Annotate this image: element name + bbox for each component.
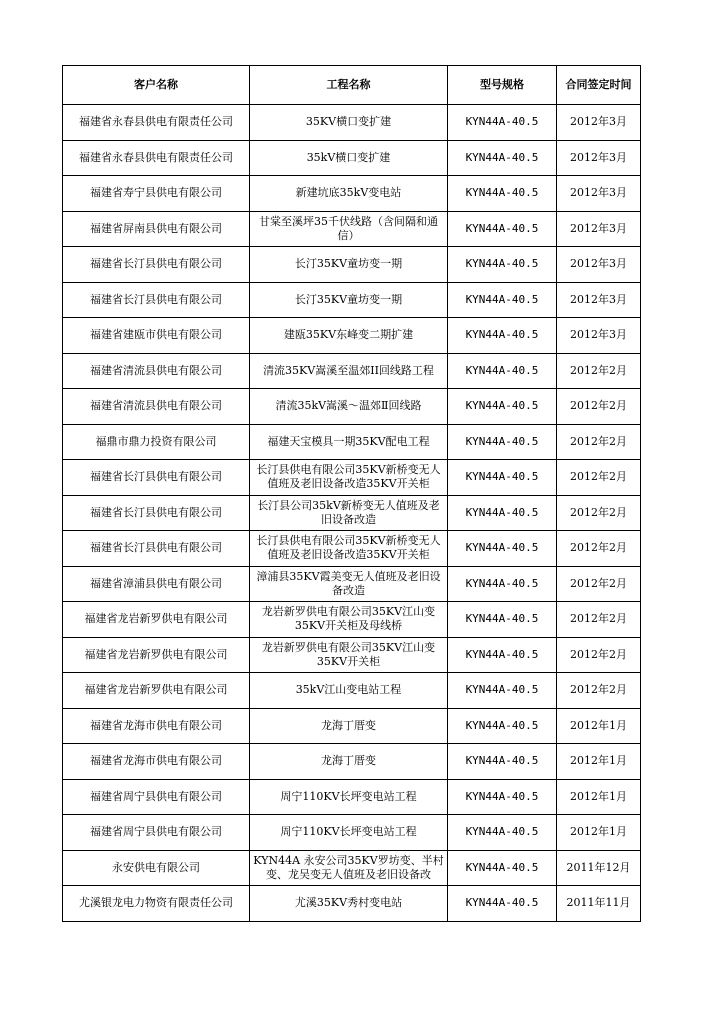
model-cell: KYN44A-40.5 bbox=[448, 495, 557, 531]
project-cell: 清流35KV嵩溪至温郊II回线路工程 bbox=[250, 353, 448, 389]
model-cell: KYN44A-40.5 bbox=[448, 673, 557, 709]
contract-date-cell: 2012年2月 bbox=[557, 637, 641, 673]
model-cell: KYN44A-40.5 bbox=[448, 637, 557, 673]
customer-cell: 福建省清流县供电有限公司 bbox=[63, 389, 250, 425]
customer-cell: 福建省寿宁县供电有限公司 bbox=[63, 176, 250, 212]
project-cell: 龙岩新罗供电有限公司35KV江山变35KV开关柜 bbox=[250, 637, 448, 673]
contract-date-cell: 2012年3月 bbox=[557, 318, 641, 354]
project-cell: 35kV横口变扩建 bbox=[250, 140, 448, 176]
project-cell: 龙海丁厝变 bbox=[250, 708, 448, 744]
contract-date-cell: 2012年2月 bbox=[557, 460, 641, 496]
project-cell: 龙岩新罗供电有限公司35KV江山变35KV开关柜及母线桥 bbox=[250, 602, 448, 638]
project-cell: 长汀35KV童坊变一期 bbox=[250, 247, 448, 283]
table-row bbox=[63, 318, 641, 354]
model-cell: KYN44A-40.5 bbox=[448, 105, 557, 141]
model-cell: KYN44A-40.5 bbox=[448, 850, 557, 886]
model-cell: KYN44A-40.5 bbox=[448, 247, 557, 283]
customer-cell: 福建省龙岩新罗供电有限公司 bbox=[63, 602, 250, 638]
customer-cell: 福鼎市鼎力投资有限公司 bbox=[63, 424, 250, 460]
table-row bbox=[63, 744, 641, 780]
header-contract-date: 合同签定时间 bbox=[557, 66, 641, 105]
customer-cell: 福建省长汀县供电有限公司 bbox=[63, 282, 250, 318]
table-row bbox=[63, 779, 641, 815]
model-cell: KYN44A-40.5 bbox=[448, 566, 557, 602]
model-cell: KYN44A-40.5 bbox=[448, 708, 557, 744]
header-customer: 客户名称 bbox=[63, 66, 250, 105]
table-row bbox=[63, 140, 641, 176]
contract-date-cell: 2012年1月 bbox=[557, 708, 641, 744]
customer-cell: 永安供电有限公司 bbox=[63, 850, 250, 886]
project-cell: 长汀县供电有限公司35KV新桥变无人值班及老旧设备改造35KV开关柜 bbox=[250, 531, 448, 567]
customer-cell: 福建省龙海市供电有限公司 bbox=[63, 744, 250, 780]
customer-cell: 尤溪银龙电力物资有限责任公司 bbox=[63, 886, 250, 922]
contract-date-cell: 2012年3月 bbox=[557, 140, 641, 176]
project-cell: 长汀35KV童坊变一期 bbox=[250, 282, 448, 318]
customer-cell: 福建省周宁县供电有限公司 bbox=[63, 815, 250, 851]
customer-cell: 福建省永春县供电有限责任公司 bbox=[63, 105, 250, 141]
model-cell: KYN44A-40.5 bbox=[448, 176, 557, 212]
header-row bbox=[63, 66, 641, 105]
contract-date-cell: 2012年1月 bbox=[557, 744, 641, 780]
customer-cell: 福建省屏南县供电有限公司 bbox=[63, 211, 250, 247]
contract-date-cell: 2012年2月 bbox=[557, 566, 641, 602]
table-row bbox=[63, 105, 641, 141]
contract-date-cell: 2012年1月 bbox=[557, 815, 641, 851]
customer-cell: 福建省长汀县供电有限公司 bbox=[63, 247, 250, 283]
table-row bbox=[63, 708, 641, 744]
customer-cell: 福建省清流县供电有限公司 bbox=[63, 353, 250, 389]
project-cell: 周宁110KV长坪变电站工程 bbox=[250, 815, 448, 851]
table-row bbox=[63, 247, 641, 283]
table-row bbox=[63, 460, 641, 496]
contract-date-cell: 2011年12月 bbox=[557, 850, 641, 886]
model-cell: KYN44A-40.5 bbox=[448, 815, 557, 851]
model-cell: KYN44A-40.5 bbox=[448, 744, 557, 780]
contract-date-cell: 2012年2月 bbox=[557, 673, 641, 709]
contract-date-cell: 2012年2月 bbox=[557, 389, 641, 425]
contract-date-cell: 2012年2月 bbox=[557, 353, 641, 389]
project-cell: 长汀县供电有限公司35KV新桥变无人值班及老旧设备改造35KV开关柜 bbox=[250, 460, 448, 496]
model-cell: KYN44A-40.5 bbox=[448, 282, 557, 318]
customer-cell: 福建省龙海市供电有限公司 bbox=[63, 708, 250, 744]
customer-cell: 福建省长汀县供电有限公司 bbox=[63, 531, 250, 567]
contract-date-cell: 2012年2月 bbox=[557, 531, 641, 567]
project-cell: 新建坑底35kV变电站 bbox=[250, 176, 448, 212]
model-cell: KYN44A-40.5 bbox=[448, 424, 557, 460]
table-row bbox=[63, 282, 641, 318]
project-cell: 甘棠至溪坪35千伏线路（含间隔和通信） bbox=[250, 211, 448, 247]
model-cell: KYN44A-40.5 bbox=[448, 389, 557, 425]
contract-date-cell: 2012年2月 bbox=[557, 424, 641, 460]
table-row bbox=[63, 176, 641, 212]
table-row bbox=[63, 353, 641, 389]
table-row bbox=[63, 886, 641, 922]
contract-date-cell: 2012年1月 bbox=[557, 779, 641, 815]
project-cell: 建瓯35KV东峰变二期扩建 bbox=[250, 318, 448, 354]
table-body bbox=[63, 105, 641, 922]
customer-cell: 福建省长汀县供电有限公司 bbox=[63, 495, 250, 531]
project-cell: 35kV江山变电站工程 bbox=[250, 673, 448, 709]
customer-cell: 福建省永春县供电有限责任公司 bbox=[63, 140, 250, 176]
contract-date-cell: 2011年11月 bbox=[557, 886, 641, 922]
contract-date-cell: 2012年3月 bbox=[557, 176, 641, 212]
contract-date-cell: 2012年3月 bbox=[557, 105, 641, 141]
customer-cell: 福建省周宁县供电有限公司 bbox=[63, 779, 250, 815]
table-row bbox=[63, 531, 641, 567]
header-project: 工程名称 bbox=[250, 66, 448, 105]
contract-table bbox=[62, 65, 641, 922]
model-cell: KYN44A-40.5 bbox=[448, 140, 557, 176]
table-row bbox=[63, 602, 641, 638]
project-cell: 周宁110KV长坪变电站工程 bbox=[250, 779, 448, 815]
table-row bbox=[63, 389, 641, 425]
contract-date-cell: 2012年3月 bbox=[557, 282, 641, 318]
project-cell: 35KV横口变扩建 bbox=[250, 105, 448, 141]
project-cell: 漳浦县35KV霞美变无人值班及老旧设备改造 bbox=[250, 566, 448, 602]
project-cell: 龙海丁厝变 bbox=[250, 744, 448, 780]
customer-cell: 福建省龙岩新罗供电有限公司 bbox=[63, 637, 250, 673]
table-row bbox=[63, 815, 641, 851]
customer-cell: 福建省漳浦县供电有限公司 bbox=[63, 566, 250, 602]
customer-cell: 福建省龙岩新罗供电有限公司 bbox=[63, 673, 250, 709]
project-cell: KYN44A 永安公司35KV罗坊变、半村变、龙吴变无人值班及老旧设备改 bbox=[250, 850, 448, 886]
project-cell: 福建天宝模具一期35KV配电工程 bbox=[250, 424, 448, 460]
model-cell: KYN44A-40.5 bbox=[448, 353, 557, 389]
contract-date-cell: 2012年2月 bbox=[557, 495, 641, 531]
table-row bbox=[63, 211, 641, 247]
table-row bbox=[63, 673, 641, 709]
model-cell: KYN44A-40.5 bbox=[448, 779, 557, 815]
header-model: 型号规格 bbox=[448, 66, 557, 105]
contract-date-cell: 2012年3月 bbox=[557, 211, 641, 247]
table-row bbox=[63, 424, 641, 460]
customer-cell: 福建省建瓯市供电有限公司 bbox=[63, 318, 250, 354]
table-row bbox=[63, 566, 641, 602]
model-cell: KYN44A-40.5 bbox=[448, 886, 557, 922]
model-cell: KYN44A-40.5 bbox=[448, 318, 557, 354]
table-row bbox=[63, 637, 641, 673]
model-cell: KYN44A-40.5 bbox=[448, 211, 557, 247]
project-cell: 尤溪35KV秀村变电站 bbox=[250, 886, 448, 922]
model-cell: KYN44A-40.5 bbox=[448, 531, 557, 567]
table-row bbox=[63, 495, 641, 531]
contract-date-cell: 2012年3月 bbox=[557, 247, 641, 283]
model-cell: KYN44A-40.5 bbox=[448, 460, 557, 496]
contract-date-cell: 2012年2月 bbox=[557, 602, 641, 638]
project-cell: 长汀县公司35kV新桥变无人值班及老旧设备改造 bbox=[250, 495, 448, 531]
project-cell: 清流35kV嵩溪～温郊Ⅱ回线路 bbox=[250, 389, 448, 425]
model-cell: KYN44A-40.5 bbox=[448, 602, 557, 638]
table-row bbox=[63, 850, 641, 886]
customer-cell: 福建省长汀县供电有限公司 bbox=[63, 460, 250, 496]
